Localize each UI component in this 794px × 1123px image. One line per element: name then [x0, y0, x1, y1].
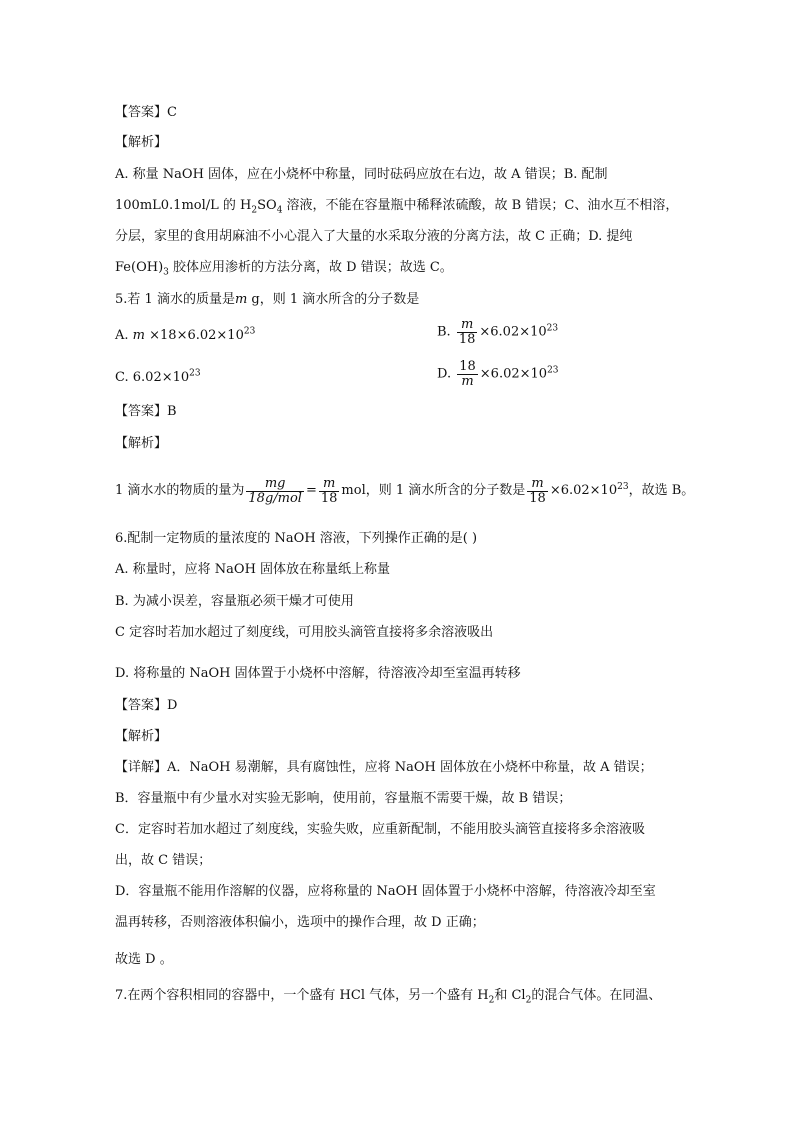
answer-5: 【答案】B	[115, 404, 177, 419]
denominator: 18	[320, 490, 338, 506]
exponent: 23	[547, 365, 559, 376]
analysis-6-line-4: 出，故 C 错误；	[115, 853, 212, 868]
label: B.	[437, 324, 451, 340]
label: D.	[437, 366, 452, 382]
analysis-4-line-4	[115, 258, 453, 278]
text: 100mL0.1mol/L 的 H	[115, 198, 252, 213]
text: Fe(OH)	[115, 260, 164, 275]
answer-4: 【答案】C	[115, 105, 177, 120]
analysis-6-line-2: B．容量瓶中有少量水对实验无影响，使用前，容量瓶不需要干燥，故 B 错误；	[115, 791, 572, 806]
text: SO	[257, 198, 277, 213]
analysis-5-label: 【解析】	[115, 436, 168, 451]
fraction	[319, 477, 340, 506]
text: 6.02×10	[132, 370, 190, 385]
text: ×6.02×10	[479, 324, 547, 340]
denominator: m	[461, 374, 474, 389]
question-6-option-a: A. 称量时，应将 NaOH 固体放在称量纸上称量	[115, 562, 391, 577]
text: 5.若 1 滴水的质量是	[115, 292, 235, 307]
analysis-6-label: 【解析】	[115, 729, 168, 744]
question-5-option-a	[115, 326, 255, 346]
variable: m	[234, 292, 248, 307]
text: 的混合气体。在同温、	[531, 988, 662, 1003]
text: ，故选 B。	[628, 483, 695, 498]
analysis-6-line-3: C．定容时若加水超过了刻度线，实验失败，应重新配制，不能用胶头滴管直接将多余溶液吸	[115, 822, 645, 837]
fraction	[457, 318, 478, 347]
exponent: 23	[189, 368, 201, 379]
answer-6: 【答案】D	[115, 698, 178, 713]
numerator: 18	[459, 359, 476, 374]
exponent: 23	[243, 326, 256, 337]
text: A. 称量 NaOH 固体，应在小烧杯中称量，同时砝码应放在右边，故 A 错误；B. 配制	[115, 167, 608, 182]
numerator: m	[527, 477, 548, 492]
question-7-stem	[115, 986, 661, 1006]
analysis-4-line-2	[115, 196, 678, 216]
text: 7.在两个容积相同的容器中，一个盛有 HCl 气体，另一个盛有 H	[115, 988, 489, 1003]
text: 胶体应用渗析的方法分离，故 D 错误；故选 C。	[168, 260, 453, 275]
text: 和 Cl	[494, 988, 526, 1003]
question-6-stem: 6.配制一定物质的量浓度的 NaOH 溶液，下列操作正确的是( )	[115, 531, 478, 546]
analysis-5-line	[115, 476, 694, 507]
subscript: 3	[163, 267, 169, 278]
subscript: 2	[488, 995, 495, 1006]
fraction	[246, 477, 304, 506]
numerator: m	[319, 477, 340, 492]
question-5-option-b	[437, 318, 558, 347]
text: ×18×6.02×10	[145, 328, 244, 343]
analysis-6-line-5: D．容量瓶不能用作溶解的仪器，应将称量的 NaOH 固体置于小烧杯中溶解，待溶液冷却至室	[115, 884, 656, 899]
exponent: 23	[546, 323, 559, 334]
text: 溶液，不能在容量瓶中稀释浓硫酸，故 B 错误；C、油水互不相溶，	[282, 198, 679, 213]
denominator: 18	[529, 490, 546, 506]
analysis-4-line-1	[115, 165, 608, 185]
subscript: 4	[276, 205, 283, 216]
text: 1 滴水水的物质的量为	[115, 483, 245, 498]
question-5-option-c	[115, 368, 201, 388]
question-6-option-b: B. 为减小误差，容量瓶必须干燥才可使用	[115, 594, 354, 609]
label: C.	[115, 370, 129, 385]
analysis-4-line-3	[115, 227, 632, 247]
fraction	[527, 477, 548, 506]
subscript: 2	[251, 205, 258, 216]
exponent: 23	[617, 482, 629, 493]
analysis-4-label: 【解析】	[115, 135, 168, 150]
numerator: m	[457, 318, 478, 333]
equals: =	[305, 483, 317, 498]
analysis-6-line-6: 温再转移，否则溶液体积偏小，选项中的操作合理，故 D 正确；	[115, 915, 485, 930]
analysis-6-line-7: 故选 D 。	[115, 952, 173, 967]
analysis-6-line-1: 【详解】A．NaOH 易潮解，具有腐蚀性，应将 NaOH 固体放在小烧杯中称量，故 A 错误；	[115, 760, 653, 775]
text: g，则 1 滴水所含的分子数是	[247, 292, 420, 307]
text: ×6.02×10	[479, 366, 548, 382]
label: A.	[115, 328, 129, 343]
question-6-option-d: D. 将称量的 NaOH 固体置于小烧杯中溶解，待溶液冷却至室温再转移	[115, 666, 521, 681]
question-6-option-c: C 定容时若加水超过了刻度线，可用胶头滴管直接将多余溶液吸出	[115, 625, 494, 640]
denominator: 18	[458, 332, 476, 347]
text: 分层，家里的食用胡麻油不小心混入了大量的水采取分液的分离方法，故 C 正确；D. 提纯	[115, 229, 633, 244]
numerator: mg	[246, 477, 304, 492]
text: mol，则 1 滴水所含的分子数是	[341, 483, 526, 498]
fraction	[457, 360, 478, 389]
subscript: 2	[525, 995, 532, 1006]
denominator: 18g/mol	[248, 490, 302, 506]
variable: m	[132, 328, 145, 343]
text: ×6.02×10	[549, 483, 618, 498]
question-5-stem	[115, 290, 419, 310]
question-5-option-d	[437, 360, 559, 389]
